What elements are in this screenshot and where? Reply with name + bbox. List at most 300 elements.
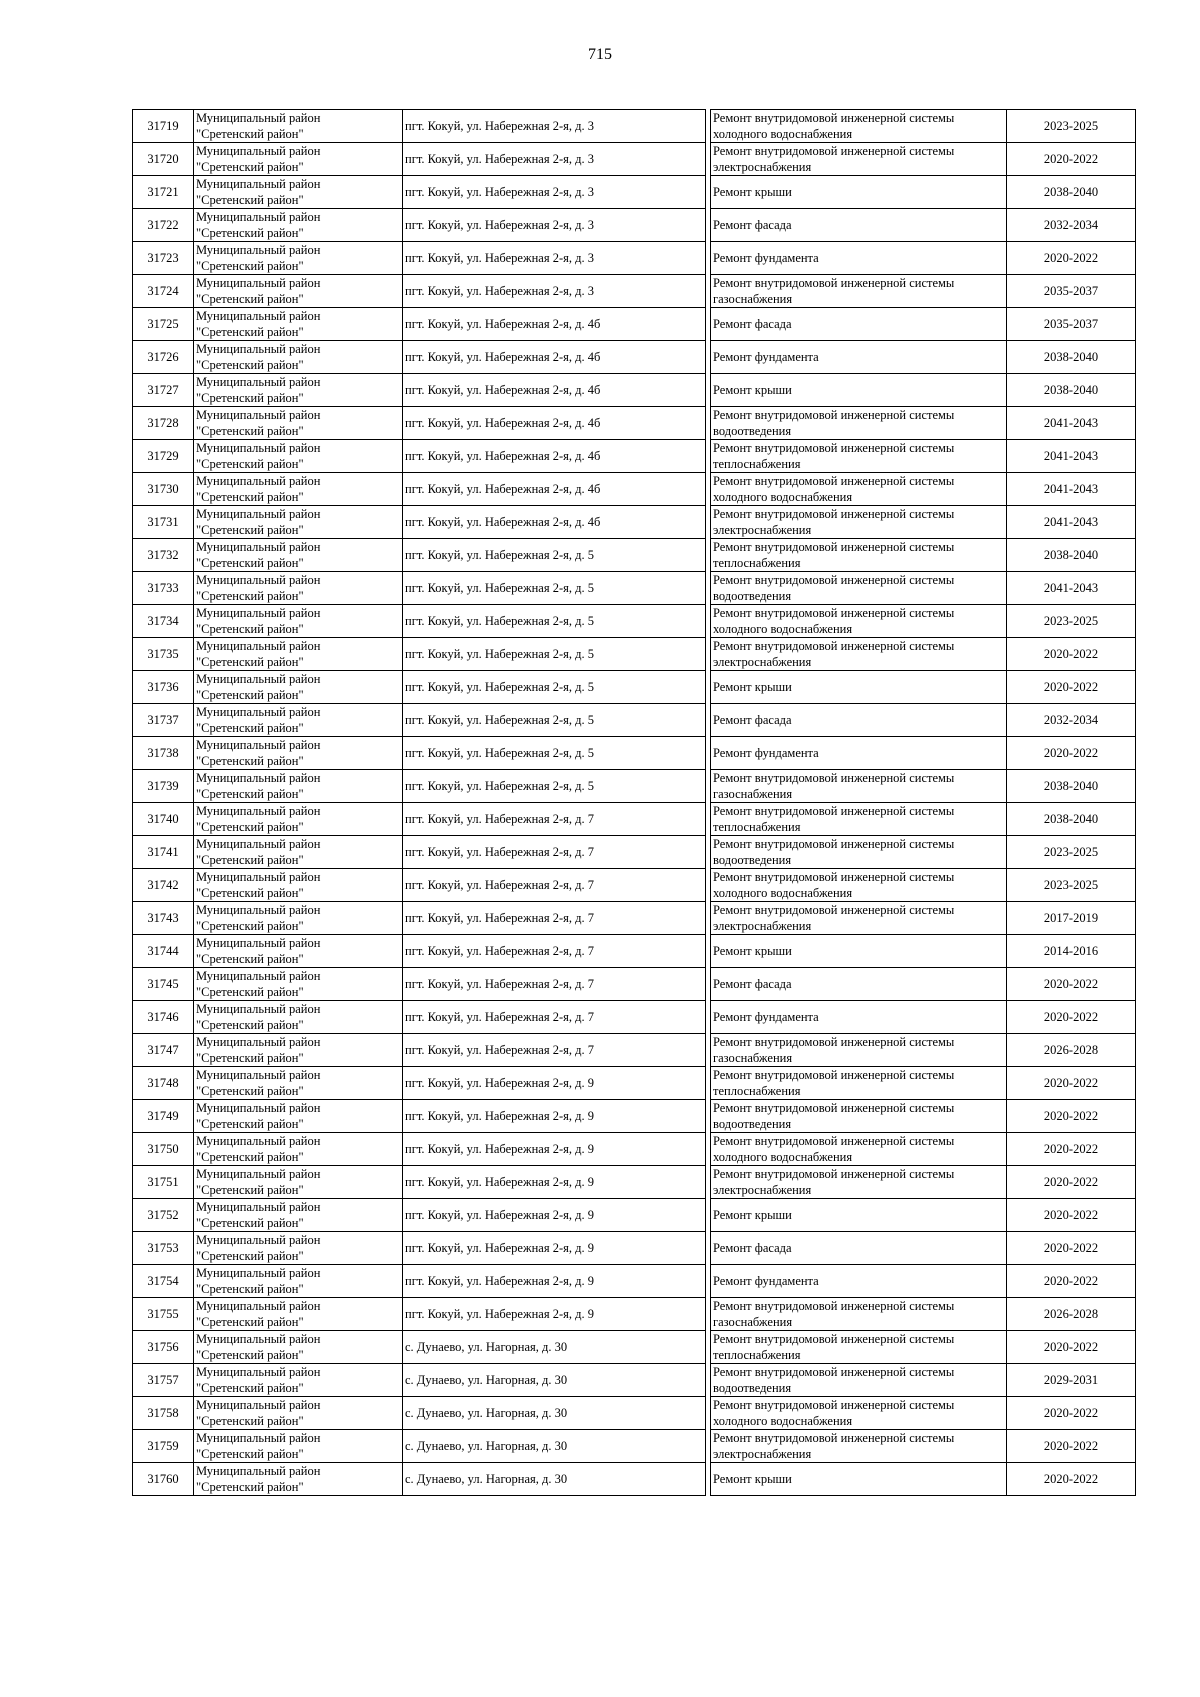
address-cell: пгт. Кокуй, ул. Набережная 2-я, д. 5 [403, 671, 706, 704]
work-type-cell [711, 869, 1007, 902]
years-cell: 2020-2022 [1007, 1430, 1136, 1463]
work-type-cell [711, 1034, 1007, 1067]
municipality-line: Муниципальный район [196, 903, 321, 917]
municipality-line: "Сретенский район" [196, 1414, 304, 1428]
table-row [133, 1397, 1136, 1430]
row-number: 31739 [133, 770, 194, 803]
municipality-cell [194, 506, 403, 539]
row-number: 31723 [133, 242, 194, 275]
address-cell: пгт. Кокуй, ул. Набережная 2-я, д. 5 [403, 770, 706, 803]
years-cell: 2020-2022 [1007, 638, 1136, 671]
municipality-cell [194, 1001, 403, 1034]
table-row [133, 869, 1136, 902]
work-type-line: электроснабжения [713, 919, 812, 933]
row-number: 31719 [133, 110, 194, 143]
row-number: 31727 [133, 374, 194, 407]
work-type-line: Ремонт внутридомовой инженерной системы [713, 1431, 955, 1445]
years-cell: 2017-2019 [1007, 902, 1136, 935]
municipality-line: Муниципальный район [196, 441, 321, 455]
municipality-cell [194, 143, 403, 176]
table-row [133, 176, 1136, 209]
work-type-line: Ремонт внутридомовой инженерной системы [713, 1299, 955, 1313]
work-type-line: водоотведения [713, 853, 792, 867]
row-number: 31722 [133, 209, 194, 242]
address-cell: пгт. Кокуй, ул. Набережная 2-я, д. 5 [403, 704, 706, 737]
years-cell: 2041-2043 [1007, 407, 1136, 440]
work-type-line: теплоснабжения [713, 1348, 801, 1362]
address-cell: пгт. Кокуй, ул. Набережная 2-я, д. 9 [403, 1133, 706, 1166]
years-cell: 2038-2040 [1007, 176, 1136, 209]
work-type-line: Ремонт внутридомовой инженерной системы [713, 1134, 955, 1148]
address-cell: пгт. Кокуй, ул. Набережная 2-я, д. 9 [403, 1199, 706, 1232]
municipality-cell [194, 1331, 403, 1364]
municipality-line: "Сретенский район" [196, 589, 304, 603]
work-type-line: холодного водоснабжения [713, 490, 853, 504]
work-type-cell [711, 968, 1007, 1001]
table-row [133, 737, 1136, 770]
row-number: 31759 [133, 1430, 194, 1463]
address-cell: пгт. Кокуй, ул. Набережная 2-я, д. 5 [403, 638, 706, 671]
municipality-line: Муниципальный район [196, 1200, 321, 1214]
table-row [133, 1199, 1136, 1232]
municipality-cell [194, 1199, 403, 1232]
municipality-cell [194, 308, 403, 341]
address-cell: пгт. Кокуй, ул. Набережная 2-я, д. 4б [403, 308, 706, 341]
address-cell: пгт. Кокуй, ул. Набережная 2-я, д. 3 [403, 110, 706, 143]
row-number: 31720 [133, 143, 194, 176]
work-type-cell [711, 1067, 1007, 1100]
table-row [133, 110, 1136, 143]
municipality-line: "Сретенский район" [196, 391, 304, 405]
address-cell: пгт. Кокуй, ул. Набережная 2-я, д. 3 [403, 275, 706, 308]
municipality-line: "Сретенский район" [196, 358, 304, 372]
table-row [133, 1166, 1136, 1199]
municipality-line: Муниципальный район [196, 1002, 321, 1016]
work-type-line: Ремонт внутридомовой инженерной системы [713, 540, 955, 554]
municipality-line: Муниципальный район [196, 573, 321, 587]
years-cell: 2038-2040 [1007, 539, 1136, 572]
years-cell: 2023-2025 [1007, 110, 1136, 143]
table-row [133, 1001, 1136, 1034]
work-type-cell [711, 1397, 1007, 1430]
years-cell: 2026-2028 [1007, 1034, 1136, 1067]
municipality-line: Муниципальный район [196, 243, 321, 257]
row-number: 31753 [133, 1232, 194, 1265]
work-type-line: холодного водоснабжения [713, 1150, 853, 1164]
municipality-line: "Сретенский район" [196, 1348, 304, 1362]
municipality-cell [194, 209, 403, 242]
municipality-cell [194, 1265, 403, 1298]
years-cell: 2020-2022 [1007, 671, 1136, 704]
municipality-cell [194, 869, 403, 902]
work-type-line: Ремонт внутридомовой инженерной системы [713, 771, 955, 785]
address-cell: пгт. Кокуй, ул. Набережная 2-я, д. 5 [403, 737, 706, 770]
table-row [133, 275, 1136, 308]
municipality-line: "Сретенский район" [196, 1249, 304, 1263]
years-cell: 2041-2043 [1007, 473, 1136, 506]
table-row [133, 704, 1136, 737]
registry-table-body [133, 110, 1136, 1496]
table-row [133, 209, 1136, 242]
municipality-line: Муниципальный район [196, 1233, 321, 1247]
years-cell: 2020-2022 [1007, 1100, 1136, 1133]
municipality-cell [194, 407, 403, 440]
municipality-cell [194, 473, 403, 506]
municipality-cell [194, 1133, 403, 1166]
work-type-cell [711, 539, 1007, 572]
municipality-line: "Сретенский район" [196, 292, 304, 306]
work-type-line: теплоснабжения [713, 457, 801, 471]
municipality-line: "Сретенский район" [196, 952, 304, 966]
municipality-line: "Сретенский район" [196, 556, 304, 570]
municipality-line: Муниципальный район [196, 342, 321, 356]
municipality-cell [194, 1034, 403, 1067]
work-type-line: Ремонт внутридомовой инженерной системы [713, 1068, 955, 1082]
row-number: 31758 [133, 1397, 194, 1430]
municipality-line: "Сретенский район" [196, 259, 304, 273]
row-number: 31752 [133, 1199, 194, 1232]
municipality-line: Муниципальный район [196, 474, 321, 488]
work-type-line: холодного водоснабжения [713, 1414, 853, 1428]
table-row [133, 440, 1136, 473]
municipality-cell [194, 638, 403, 671]
years-cell: 2023-2025 [1007, 836, 1136, 869]
work-type-line: газоснабжения [713, 1315, 793, 1329]
address-cell: с. Дунаево, ул. Нагорная, д. 30 [403, 1364, 706, 1397]
address-cell: пгт. Кокуй, ул. Набережная 2-я, д. 5 [403, 605, 706, 638]
row-number: 31760 [133, 1463, 194, 1496]
row-number: 31737 [133, 704, 194, 737]
municipality-line: Муниципальный район [196, 1464, 321, 1478]
row-number: 31741 [133, 836, 194, 869]
work-type-cell [711, 506, 1007, 539]
work-type-line: газоснабжения [713, 1051, 793, 1065]
municipality-line: "Сретенский район" [196, 886, 304, 900]
municipality-cell [194, 605, 403, 638]
table-row [133, 1100, 1136, 1133]
table-row [133, 1232, 1136, 1265]
municipality-line: Муниципальный район [196, 837, 321, 851]
work-type-line: Ремонт внутридомовой инженерной системы [713, 804, 955, 818]
years-cell: 2020-2022 [1007, 1463, 1136, 1496]
address-cell: пгт. Кокуй, ул. Набережная 2-я, д. 4б [403, 374, 706, 407]
municipality-line: "Сретенский район" [196, 1150, 304, 1164]
work-type-line: Ремонт внутридомовой инженерной системы [713, 1365, 955, 1379]
address-cell: пгт. Кокуй, ул. Набережная 2-я, д. 9 [403, 1265, 706, 1298]
row-number: 31749 [133, 1100, 194, 1133]
table-row [133, 1430, 1136, 1463]
work-type-cell [711, 737, 1007, 770]
page-number: 715 [588, 46, 612, 63]
row-number: 31730 [133, 473, 194, 506]
table-row [133, 374, 1136, 407]
address-cell: пгт. Кокуй, ул. Набережная 2-я, д. 3 [403, 176, 706, 209]
table-row [133, 836, 1136, 869]
municipality-cell [194, 539, 403, 572]
years-cell: 2032-2034 [1007, 704, 1136, 737]
table-row [133, 308, 1136, 341]
row-number: 31748 [133, 1067, 194, 1100]
municipality-cell [194, 737, 403, 770]
work-type-cell [711, 605, 1007, 638]
municipality-line: "Сретенский район" [196, 1051, 304, 1065]
municipality-cell [194, 968, 403, 1001]
years-cell: 2020-2022 [1007, 1166, 1136, 1199]
work-type-line: Ремонт внутридомовой инженерной системы [713, 111, 955, 125]
address-cell: с. Дунаево, ул. Нагорная, д. 30 [403, 1397, 706, 1430]
municipality-line: "Сретенский район" [196, 523, 304, 537]
years-cell: 2041-2043 [1007, 572, 1136, 605]
municipality-line: Муниципальный район [196, 1431, 321, 1445]
municipality-line: Муниципальный район [196, 705, 321, 719]
municipality-line: "Сретенский район" [196, 127, 304, 141]
municipality-line: Муниципальный район [196, 276, 321, 290]
row-number: 31725 [133, 308, 194, 341]
years-cell: 2032-2034 [1007, 209, 1136, 242]
address-cell: с. Дунаево, ул. Нагорная, д. 30 [403, 1463, 706, 1496]
address-cell: пгт. Кокуй, ул. Набережная 2-я, д. 3 [403, 209, 706, 242]
row-number: 31724 [133, 275, 194, 308]
years-cell: 2014-2016 [1007, 935, 1136, 968]
work-type-cell [711, 1001, 1007, 1034]
work-type-line: Ремонт внутридомовой инженерной системы [713, 606, 955, 620]
municipality-line: Муниципальный район [196, 408, 321, 422]
municipality-line: "Сретенский район" [196, 853, 304, 867]
years-cell: 2023-2025 [1007, 605, 1136, 638]
work-type-line: Ремонт внутридомовой инженерной системы [713, 276, 955, 290]
work-type-cell [711, 308, 1007, 341]
address-cell: пгт. Кокуй, ул. Набережная 2-я, д. 7 [403, 869, 706, 902]
work-type-line: Ремонт внутридомовой инженерной системы [713, 144, 955, 158]
table-row [133, 935, 1136, 968]
work-type-cell [711, 1331, 1007, 1364]
table-row [133, 605, 1136, 638]
work-type-cell [711, 341, 1007, 374]
years-cell: 2035-2037 [1007, 275, 1136, 308]
municipality-line: Муниципальный район [196, 144, 321, 158]
address-cell: пгт. Кокуй, ул. Набережная 2-я, д. 7 [403, 1001, 706, 1034]
municipality-line: "Сретенский район" [196, 226, 304, 240]
row-number: 31736 [133, 671, 194, 704]
municipality-line: "Сретенский район" [196, 787, 304, 801]
address-cell: пгт. Кокуй, ул. Набережная 2-я, д. 9 [403, 1232, 706, 1265]
table-row [133, 1298, 1136, 1331]
address-cell: пгт. Кокуй, ул. Набережная 2-я, д. 7 [403, 1034, 706, 1067]
work-type-cell [711, 1232, 1007, 1265]
table-row [133, 1364, 1136, 1397]
years-cell: 2029-2031 [1007, 1364, 1136, 1397]
table-row [133, 671, 1136, 704]
municipality-line: "Сретенский район" [196, 325, 304, 339]
work-type-cell [711, 1463, 1007, 1496]
work-type-line: Ремонт фасада [713, 977, 792, 991]
row-number: 31746 [133, 1001, 194, 1034]
municipality-line: Муниципальный район [196, 1134, 321, 1148]
municipality-line: "Сретенский район" [196, 424, 304, 438]
work-type-line: Ремонт крыши [713, 680, 792, 694]
row-number: 31732 [133, 539, 194, 572]
municipality-cell [194, 341, 403, 374]
work-type-cell [711, 1166, 1007, 1199]
table-row [133, 341, 1136, 374]
municipality-line: "Сретенский район" [196, 1282, 304, 1296]
work-type-line: теплоснабжения [713, 1084, 801, 1098]
municipality-cell [194, 770, 403, 803]
work-type-line: Ремонт внутридомовой инженерной системы [713, 639, 955, 653]
municipality-line: "Сретенский район" [196, 490, 304, 504]
work-type-cell [711, 638, 1007, 671]
municipality-cell [194, 1067, 403, 1100]
municipality-line: Муниципальный район [196, 507, 321, 521]
table-row [133, 473, 1136, 506]
work-type-cell [711, 275, 1007, 308]
years-cell: 2020-2022 [1007, 1265, 1136, 1298]
municipality-cell [194, 836, 403, 869]
address-cell: пгт. Кокуй, ул. Набережная 2-я, д. 9 [403, 1100, 706, 1133]
row-number: 31745 [133, 968, 194, 1001]
address-cell: пгт. Кокуй, ул. Набережная 2-я, д. 4б [403, 440, 706, 473]
row-number: 31726 [133, 341, 194, 374]
work-type-line: водоотведения [713, 1381, 792, 1395]
years-cell: 2041-2043 [1007, 440, 1136, 473]
work-type-cell [711, 836, 1007, 869]
municipality-cell [194, 1364, 403, 1397]
address-cell: пгт. Кокуй, ул. Набережная 2-я, д. 9 [403, 1166, 706, 1199]
work-type-line: Ремонт внутридомовой инженерной системы [713, 1332, 955, 1346]
municipality-line: Муниципальный район [196, 111, 321, 125]
work-type-cell [711, 242, 1007, 275]
municipality-cell [194, 1430, 403, 1463]
row-number: 31757 [133, 1364, 194, 1397]
municipality-line: Муниципальный район [196, 804, 321, 818]
work-type-line: газоснабжения [713, 292, 793, 306]
address-cell: пгт. Кокуй, ул. Набережная 2-я, д. 7 [403, 803, 706, 836]
municipality-line: "Сретенский район" [196, 754, 304, 768]
work-type-line: Ремонт крыши [713, 944, 792, 958]
municipality-line: Муниципальный район [196, 639, 321, 653]
work-type-line: электроснабжения [713, 655, 812, 669]
work-type-cell [711, 209, 1007, 242]
row-number: 31751 [133, 1166, 194, 1199]
municipality-line: Муниципальный район [196, 936, 321, 950]
row-number: 31756 [133, 1331, 194, 1364]
row-number: 31731 [133, 506, 194, 539]
address-cell: пгт. Кокуй, ул. Набережная 2-я, д. 7 [403, 902, 706, 935]
years-cell: 2038-2040 [1007, 341, 1136, 374]
municipality-line: Муниципальный район [196, 1398, 321, 1412]
row-number: 31733 [133, 572, 194, 605]
work-type-line: Ремонт внутридомовой инженерной системы [713, 870, 955, 884]
work-type-cell [711, 902, 1007, 935]
table-row [133, 1463, 1136, 1496]
work-type-line: Ремонт внутридомовой инженерной системы [713, 507, 955, 521]
municipality-cell [194, 374, 403, 407]
work-type-cell [711, 176, 1007, 209]
row-number: 31738 [133, 737, 194, 770]
years-cell: 2038-2040 [1007, 374, 1136, 407]
municipality-cell [194, 671, 403, 704]
table-row [133, 803, 1136, 836]
municipality-line: "Сретенский район" [196, 160, 304, 174]
years-cell: 2020-2022 [1007, 242, 1136, 275]
work-type-cell [711, 407, 1007, 440]
work-type-cell [711, 1265, 1007, 1298]
row-number: 31734 [133, 605, 194, 638]
work-type-line: Ремонт внутридомовой инженерной системы [713, 408, 955, 422]
years-cell: 2038-2040 [1007, 770, 1136, 803]
municipality-line: Муниципальный район [196, 738, 321, 752]
municipality-cell [194, 803, 403, 836]
address-cell: пгт. Кокуй, ул. Набережная 2-я, д. 4б [403, 506, 706, 539]
work-type-line: электроснабжения [713, 160, 812, 174]
municipality-cell [194, 1298, 403, 1331]
table-row [133, 143, 1136, 176]
municipality-line: Муниципальный район [196, 309, 321, 323]
municipality-line: "Сретенский район" [196, 1216, 304, 1230]
municipality-line: "Сретенский район" [196, 721, 304, 735]
municipality-line: Муниципальный район [196, 1068, 321, 1082]
municipality-line: "Сретенский район" [196, 820, 304, 834]
municipality-line: "Сретенский район" [196, 457, 304, 471]
address-cell: пгт. Кокуй, ул. Набережная 2-я, д. 7 [403, 968, 706, 1001]
work-type-cell [711, 1133, 1007, 1166]
years-cell: 2020-2022 [1007, 1331, 1136, 1364]
municipality-line: Муниципальный район [196, 1365, 321, 1379]
municipality-cell [194, 242, 403, 275]
table-row [133, 638, 1136, 671]
work-type-line: теплоснабжения [713, 556, 801, 570]
years-cell: 2020-2022 [1007, 737, 1136, 770]
municipality-cell [194, 275, 403, 308]
municipality-cell [194, 176, 403, 209]
municipality-line: Муниципальный район [196, 1035, 321, 1049]
municipality-cell [194, 1397, 403, 1430]
years-cell: 2035-2037 [1007, 308, 1136, 341]
work-type-cell [711, 671, 1007, 704]
work-type-line: Ремонт внутридомовой инженерной системы [713, 1035, 955, 1049]
years-cell: 2023-2025 [1007, 869, 1136, 902]
work-type-line: Ремонт фундамента [713, 746, 819, 760]
municipality-line: "Сретенский район" [196, 1084, 304, 1098]
municipality-cell [194, 572, 403, 605]
row-number: 31721 [133, 176, 194, 209]
table-row [133, 1034, 1136, 1067]
address-cell: пгт. Кокуй, ул. Набережная 2-я, д. 7 [403, 836, 706, 869]
municipality-line: "Сретенский район" [196, 1183, 304, 1197]
years-cell: 2041-2043 [1007, 506, 1136, 539]
municipality-line: "Сретенский район" [196, 655, 304, 669]
work-type-cell [711, 704, 1007, 737]
municipality-line: "Сретенский район" [196, 1117, 304, 1131]
years-cell: 2038-2040 [1007, 803, 1136, 836]
table-row [133, 506, 1136, 539]
municipality-line: Муниципальный район [196, 1266, 321, 1280]
work-type-line: Ремонт внутридомовой инженерной системы [713, 1398, 955, 1412]
work-type-cell [711, 440, 1007, 473]
municipality-line: "Сретенский район" [196, 1447, 304, 1461]
work-type-line: Ремонт внутридомовой инженерной системы [713, 903, 955, 917]
years-cell: 2026-2028 [1007, 1298, 1136, 1331]
table-row [133, 572, 1136, 605]
municipality-line: "Сретенский район" [196, 1480, 304, 1494]
work-type-line: Ремонт внутридомовой инженерной системы [713, 1101, 955, 1115]
row-number: 31729 [133, 440, 194, 473]
work-type-line: теплоснабжения [713, 820, 801, 834]
address-cell: пгт. Кокуй, ул. Набережная 2-я, д. 4б [403, 341, 706, 374]
work-type-line: Ремонт внутридомовой инженерной системы [713, 441, 955, 455]
work-type-line: водоотведения [713, 424, 792, 438]
row-number: 31743 [133, 902, 194, 935]
